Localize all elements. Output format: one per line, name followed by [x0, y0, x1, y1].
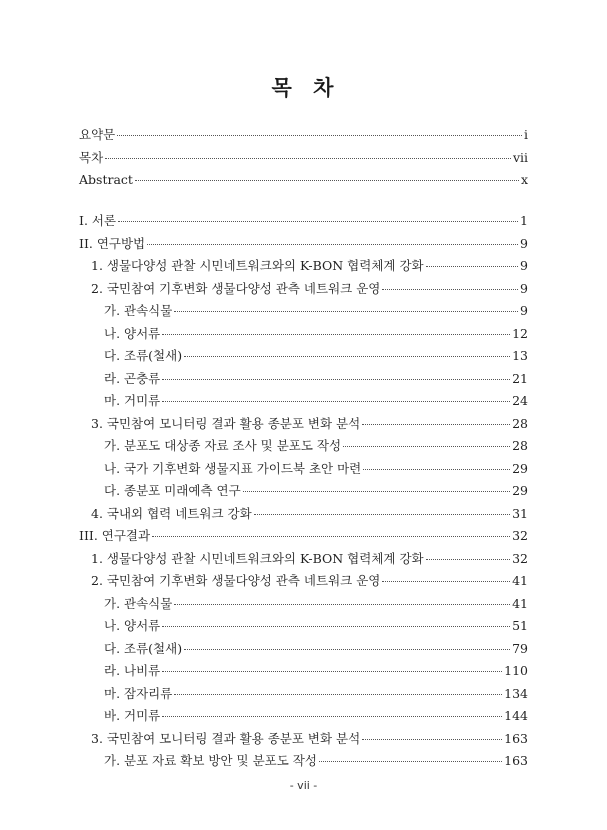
toc-entry-label: 다. 조류(철새)	[104, 641, 183, 656]
toc-entry-page: x	[520, 172, 528, 187]
dot-leader	[117, 135, 522, 136]
toc-entry-page: 24	[512, 393, 528, 408]
dot-leader	[382, 289, 518, 290]
dot-leader	[426, 266, 518, 267]
toc-entry[interactable]	[104, 596, 528, 612]
toc-entry[interactable]	[79, 127, 528, 143]
dot-leader	[162, 401, 510, 402]
toc-entry-label: 마. 거미류	[104, 393, 161, 408]
toc-entry-label: 3. 국민참여 모니터링 결과 활용 종분포 변화 분석	[91, 416, 361, 431]
toc-entry[interactable]	[79, 150, 528, 166]
toc-entry-label: III. 연구결과	[79, 528, 151, 543]
page-title: 목 차	[271, 75, 336, 100]
toc-entry-page: 29	[512, 483, 528, 498]
toc-entry[interactable]	[104, 663, 528, 679]
dot-leader	[162, 716, 502, 717]
toc-entry[interactable]	[91, 281, 528, 297]
toc-entry[interactable]	[91, 551, 528, 567]
toc-entry-page: 51	[512, 618, 528, 633]
toc-entry-page: 163	[504, 731, 528, 746]
toc-entry-page: vii	[512, 150, 528, 165]
toc-entry[interactable]	[104, 303, 528, 319]
toc-entry-label: 라. 곤충류	[104, 371, 161, 386]
toc-entry-page: 110	[504, 663, 528, 678]
toc-entry-page: 32	[512, 528, 528, 543]
toc-entry[interactable]	[79, 172, 528, 188]
toc-entry-label: 요약문	[79, 127, 116, 142]
dot-leader	[254, 514, 510, 515]
toc-entry[interactable]	[104, 708, 528, 724]
dot-leader	[343, 446, 510, 447]
toc-entry[interactable]	[91, 573, 528, 589]
dot-leader	[184, 649, 510, 650]
toc-entry[interactable]	[104, 326, 528, 342]
dot-leader	[162, 334, 510, 335]
dot-leader	[362, 424, 510, 425]
page-number: - vii -	[289, 779, 318, 792]
dot-leader	[174, 694, 502, 695]
toc-entry-label: 2. 국민참여 기후변화 생물다양성 관측 네트워크 운영	[91, 281, 381, 296]
toc-entry-page: 9	[520, 236, 528, 251]
toc-entry-label: 마. 잠자리류	[104, 686, 173, 701]
toc-entry-page: 29	[512, 461, 528, 476]
toc-entry-page: i	[524, 127, 528, 142]
toc-entry-label: 라. 나비류	[104, 663, 161, 678]
toc-entry-page: 28	[512, 416, 528, 431]
dot-leader	[162, 671, 502, 672]
dot-leader	[426, 559, 510, 560]
toc-entry-label: 나. 국가 기후변화 생물지표 가이드북 초안 마련	[104, 461, 362, 476]
toc-entry-page: 13	[512, 348, 528, 363]
toc-entry-page: 31	[512, 506, 528, 521]
toc-entry[interactable]	[91, 731, 528, 747]
toc-entry-page: 41	[512, 573, 528, 588]
dot-leader	[174, 604, 510, 605]
toc-entry-label: I. 서론	[79, 213, 117, 228]
toc-entry-label: 가. 분포 자료 확보 방안 및 분포도 작성	[104, 753, 317, 768]
dot-leader	[162, 626, 510, 627]
dot-leader	[184, 356, 510, 357]
toc-entry[interactable]	[104, 371, 528, 387]
toc-entry-page: 134	[504, 686, 528, 701]
toc-entry-label: II. 연구방법	[79, 236, 146, 251]
toc-entry[interactable]	[104, 461, 528, 477]
dot-leader	[105, 158, 511, 159]
toc-entry[interactable]	[91, 416, 528, 432]
toc-entry[interactable]	[104, 641, 528, 657]
dot-leader	[243, 491, 510, 492]
toc-entry-label: 가. 관속식물	[104, 596, 173, 611]
dot-leader	[174, 311, 518, 312]
toc-entry[interactable]	[104, 393, 528, 409]
toc-entry-label: Abstract	[79, 172, 133, 187]
dot-leader	[152, 536, 510, 537]
toc-entry-page: 21	[512, 371, 528, 386]
toc-entry[interactable]	[79, 213, 528, 229]
toc-entry-page: 9	[520, 281, 528, 296]
toc-entry-page: 32	[512, 551, 528, 566]
toc-entry-label: 4. 국내외 협력 네트워크 강화	[91, 506, 252, 521]
toc-entry[interactable]	[104, 438, 528, 454]
dot-leader	[382, 581, 510, 582]
toc-entry-label: 나. 양서류	[104, 618, 161, 633]
toc-entry-label: 가. 분포도 대상종 자료 조사 및 분포도 작성	[104, 438, 342, 453]
dot-leader	[135, 180, 519, 181]
toc-entry[interactable]	[104, 753, 528, 769]
toc-entry[interactable]	[104, 618, 528, 634]
toc-entry-page: 9	[520, 258, 528, 273]
toc-entry-label: 가. 관속식물	[104, 303, 173, 318]
toc-entry-page: 28	[512, 438, 528, 453]
toc-entry[interactable]	[91, 258, 528, 274]
dot-leader	[118, 221, 518, 222]
dot-leader	[363, 469, 510, 470]
toc-entry-label: 다. 조류(철새)	[104, 348, 183, 363]
toc-entry[interactable]	[104, 483, 528, 499]
toc-entry-page: 12	[512, 326, 528, 341]
toc-entry-page: 41	[512, 596, 528, 611]
toc-entry-page: 163	[504, 753, 528, 768]
toc-entry-page: 79	[512, 641, 528, 656]
toc-entry-label: 바. 거미류	[104, 708, 161, 723]
toc-entry-page: 144	[504, 708, 528, 723]
toc-entry-label: 2. 국민참여 기후변화 생물다양성 관측 네트워크 운영	[91, 573, 381, 588]
toc-entry-page: 1	[520, 213, 528, 228]
toc-entry[interactable]	[104, 686, 528, 702]
toc-entry-label: 다. 종분포 미래예측 연구	[104, 483, 241, 498]
dot-leader	[162, 379, 510, 380]
toc-entry[interactable]	[91, 506, 528, 522]
toc-entry[interactable]	[79, 528, 528, 544]
toc-entry-label: 나. 양서류	[104, 326, 161, 341]
dot-leader	[362, 739, 502, 740]
dot-leader	[147, 244, 518, 245]
toc-entry-label: 목차	[79, 150, 104, 165]
toc-entry-label: 1. 생물다양성 관찰 시민네트워크와의 K-BON 협력체계 강화	[91, 551, 424, 566]
toc-entry-label: 3. 국민참여 모니터링 결과 활용 종분포 변화 분석	[91, 731, 361, 746]
toc-entry[interactable]	[104, 348, 528, 364]
toc-entry[interactable]	[79, 236, 528, 252]
toc-entry-page: 9	[520, 303, 528, 318]
toc-entry-label: 1. 생물다양성 관찰 시민네트워크와의 K-BON 협력체계 강화	[91, 258, 424, 273]
dot-leader	[319, 761, 502, 762]
